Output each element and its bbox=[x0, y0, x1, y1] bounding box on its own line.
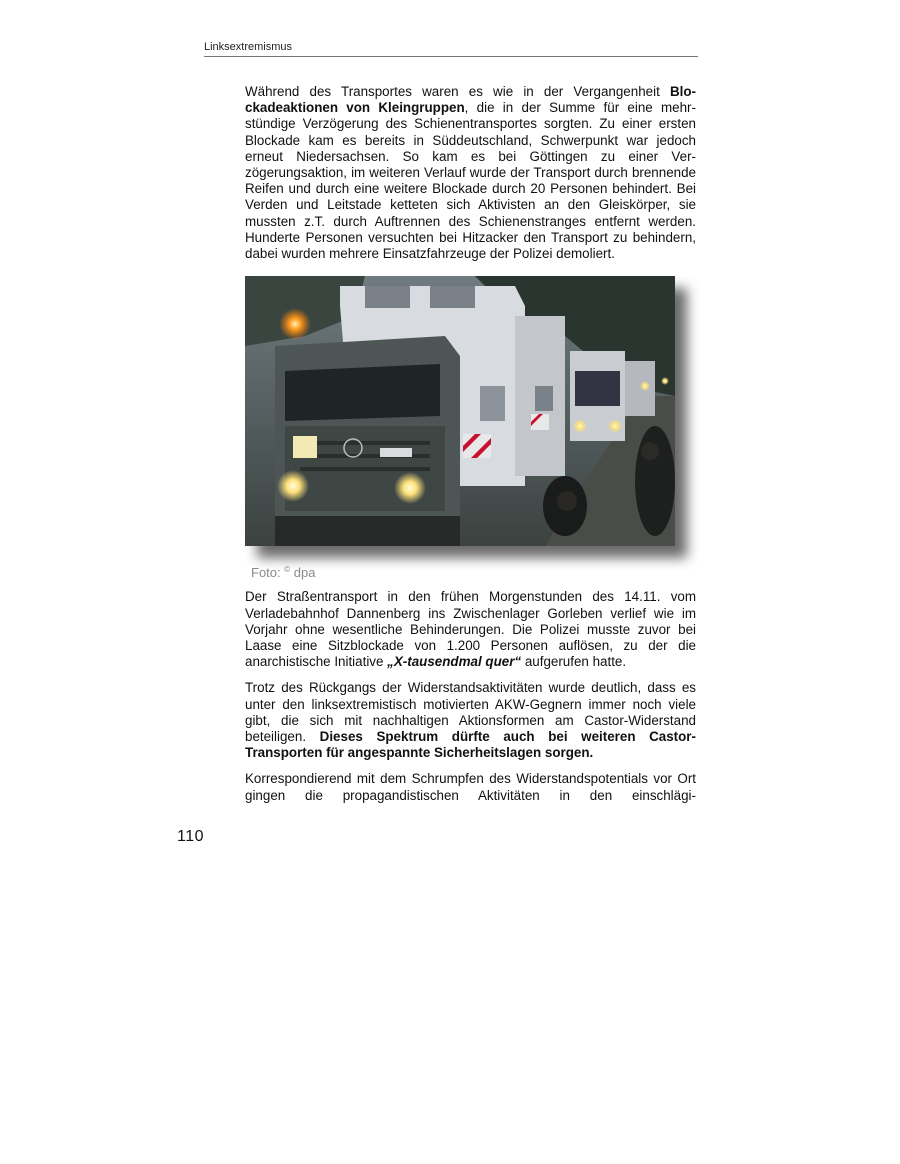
copyright-symbol: © bbox=[284, 565, 291, 575]
paragraph-3 bbox=[245, 680, 696, 761]
paragraph-1 bbox=[245, 84, 696, 262]
paragraph-3-text-a: Trotz des Rückgangs der Widerstandsaktivitäten wurde deutlich, dass es unter den linksextremistisch motivierten AKW-Gegnern immer noch viele gibt, die sich mit nachhaltigen Aktionsformen am Castor-Widerstand beteiligen. bbox=[245, 680, 696, 745]
paragraph-3-bold: Dieses Spektrum dürfte auch bei weiteren Castor-Transporten für angespannte Sicherheitslagen sorgen. bbox=[245, 729, 696, 761]
body-column bbox=[245, 84, 696, 814]
paragraph-2-text-b: aufgerufen hatte. bbox=[521, 654, 627, 670]
paragraph-4-text-a: Korrespondierend mit dem Schrumpfen des Widerstandspotentials vor Ort gingen die propagandistischen Aktivitäten in den einschlägi- bbox=[245, 771, 696, 803]
photo-castor-convoy bbox=[245, 276, 675, 546]
convoy-photo-illustration bbox=[245, 276, 675, 546]
caption-source: dpa bbox=[293, 565, 316, 581]
page-number: 110 bbox=[177, 828, 205, 845]
paragraph-2-text-a: Der Straßentransport in den frühen Morgenstunden des 14.11. vom Verladebahnhof Dannenberg ins Zwischenlager Gorleben verlief wie im Vorjahr ohne wesentliche Behinderungen. Die Polizei musste zuvor bei Laase eine Sitzblockade von 1.200 Personen auflösen, zu der die anarchistische Initiative bbox=[245, 589, 696, 670]
paragraph-1-text-b: , die in der Summe für eine mehrstündige Verzögerung des Schienentransportes sorgten. Zu einer ersten Blockade kam es bereits in Süddeutschland, Schwerpunkt war jedoch erneut Niedersachsen. So kam es bei Göttingen zu einer Verzögerungsaktion, im weiteren Verlauf wurde der Transport durch brennende Reifen und durch eine weitere Blockade durch 20 Personen behindert. Bei Verden und Leitstade ketteten sich Aktivisten an den Gleiskörper, sie mussten z.T. durch Auftrennen des Schienenstranges entfernt werden. Hunderte Personen versuchten bei Hitzacker den Transport zu behindern, dabei wurden mehrere Einsatzfahrzeuge der Polizei demoliert. bbox=[245, 100, 696, 262]
running-head: Linksextremismus bbox=[204, 41, 698, 57]
paragraph-1-text-a: Während des Transportes waren es wie in der Vergangenheit bbox=[245, 84, 670, 99]
paragraph-1-bold: Blockadeaktionen von Kleingruppen bbox=[245, 84, 696, 116]
photo-caption bbox=[251, 562, 696, 581]
paragraph-2-emphasis: „X-tausendmal quer“ bbox=[387, 654, 522, 670]
photo-figure bbox=[245, 276, 675, 546]
paragraph-2 bbox=[245, 589, 696, 670]
paragraph-4 bbox=[245, 771, 696, 803]
caption-prefix: Foto: bbox=[251, 565, 285, 581]
